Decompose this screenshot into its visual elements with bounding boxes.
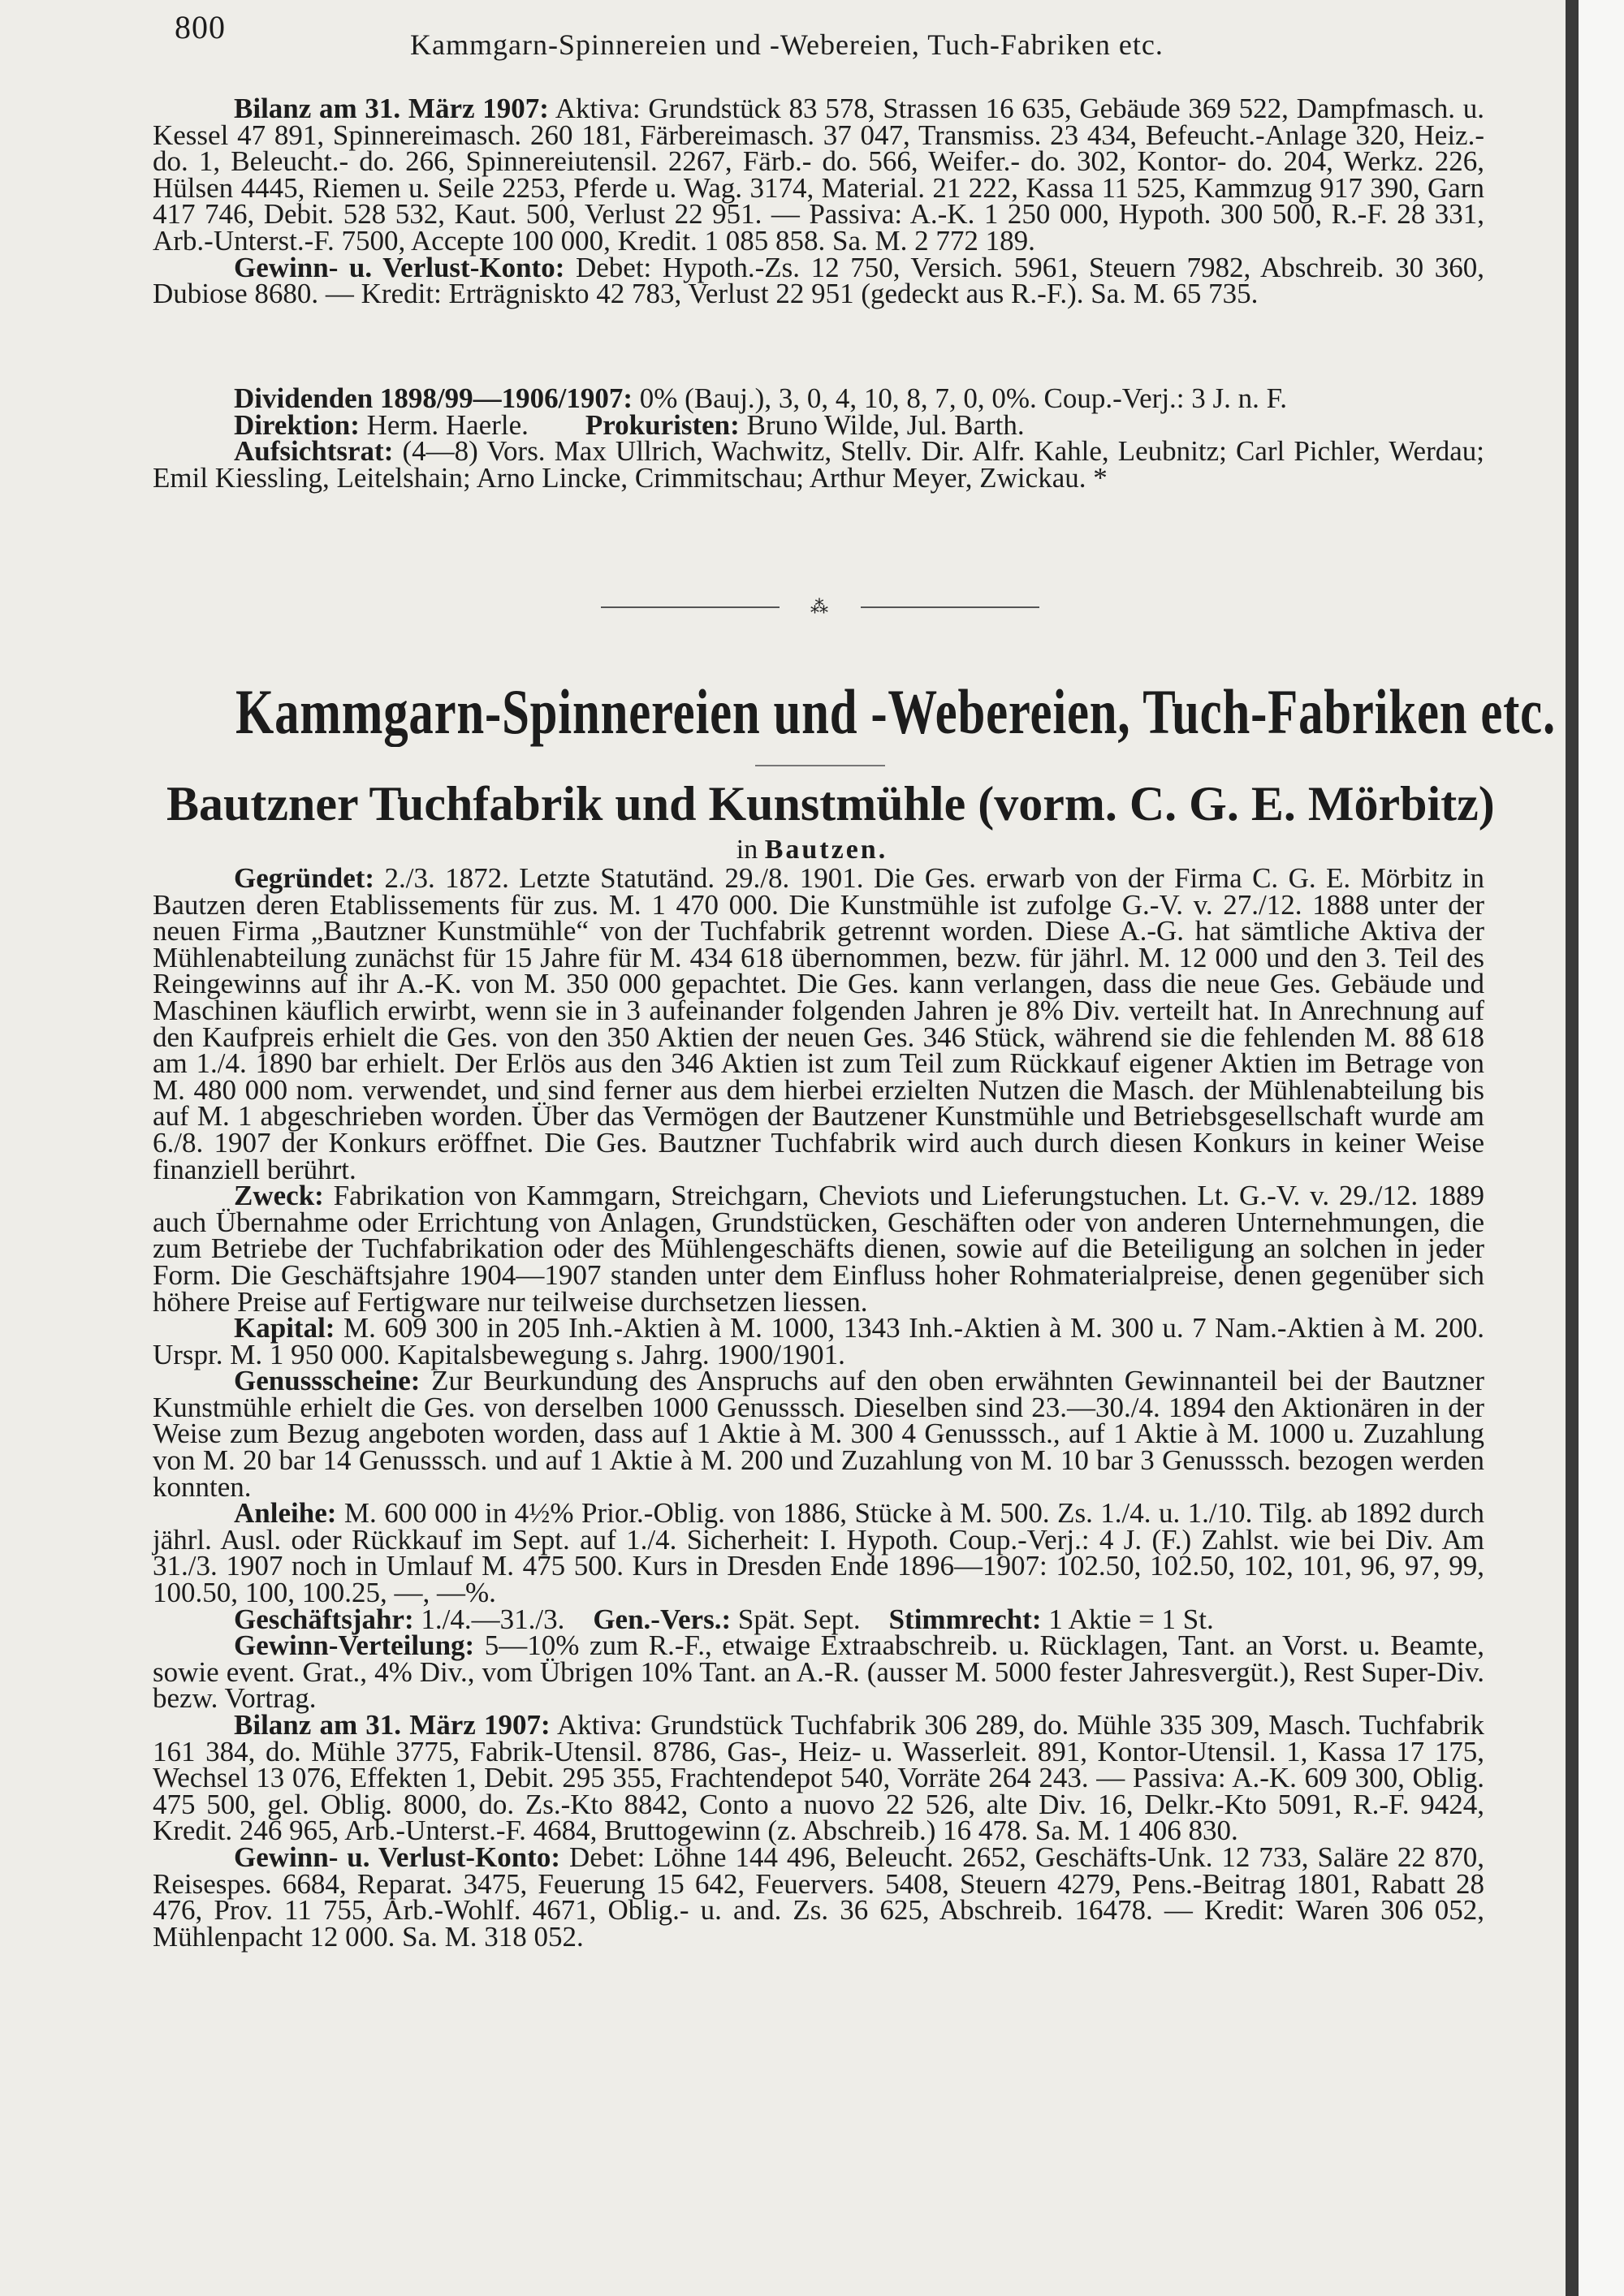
- aufsichtsrat-text: (4—8) Vors. Max Ullrich, Wachwitz, Stellv. Dir. Alfr. Kahle, Leubnitz; Carl Pichler, Werdau; Emil Kiessling, Leitelshain; Arno Lincke, Crimmitschau; Arthur Meyer, Zwickau. *: [153, 435, 1484, 494]
- meeting-text: Spät. Sept.: [737, 1603, 861, 1635]
- profit-distribution-label: Gewinn-Verteilung:: [234, 1629, 475, 1662]
- prokurist-text: Bruno Wilde, Jul. Barth.: [746, 408, 1025, 441]
- dividend-label: Dividenden 1898/99—1906/1907:: [234, 382, 633, 414]
- prokurist-label: Prokuristen:: [585, 408, 740, 441]
- aufsichtsrat-label: Aufsichtsrat:: [234, 435, 394, 468]
- gv-paragraph: [153, 251, 1484, 310]
- dividend-text: 0% (Bauj.), 3, 0, 4, 10, 8, 7, 0, 0%. Coup.-Verj.: 3 J. n. F.: [639, 382, 1288, 414]
- section-title: Kammgarn-Spinnereien und -Webereien, Tuch-Fabriken etc.: [235, 676, 1556, 747]
- balance-label: Bilanz am 31. März 1907:: [234, 1709, 551, 1741]
- profit-distribution-paragraph: [153, 1629, 1484, 1715]
- gv-text: Debet: Hypoth.-Zs. 12 750, Versich. 5961, Steuern 7982, Abschreib. 30 360, Dubiose 8680. — Kredit: Erträgniskto 42 783, Verlust 22 951 (gedeckt aus R.-F.). Sa. M. 65 735.: [153, 251, 1484, 310]
- company-entry: [153, 862, 1485, 1953]
- page-number: 800: [175, 9, 226, 45]
- capital-text: M. 609 300 in 205 Inh.-Aktien à M. 1000, 1343 Inh.-Aktien à M. 300 u. 7 Nam.-Aktien à M. 200. Urspr. M. 1 950 000. Kapitalsbewegung s. Jahrg. 1900/1901.: [153, 1312, 1485, 1370]
- fiscal-label: Geschäftsjahr:: [234, 1603, 414, 1635]
- location-city: Bautzen.: [764, 835, 888, 865]
- bilanz-paragraph: [153, 93, 1484, 257]
- page-header: [175, 8, 1474, 61]
- bilanz-text: Aktiva: Grundstück 83 578, Strassen 16 635, Gebäude 369 522, Dampfmasch. u. Kessel 47 891, Spinnereimasch. 260 181, Färbereimasch. 37 047, Transmiss. 23 434, Befeucht.-Anlage 320, Heiz.- do. 1, Beleucht.- do. 266, Spinnereiutensil. 2267, Färb.- do. 566, Weifer.- do. 302, Kontor- do. 204, Werkz. 226, Hülsen 4445, Riemen u. Seile 2253, Pferde u. Wag. 3174, Material. 21 222, Kassa 11 525, Kammzug 917 390, Garn 417 746, Debit. 528 532, Kaut. 500, Verlust 22 951. — Passiva: A.-K. 1 250 000, Hypoth. 300 500, R.-F. 28 331, Arb.-Unterst.-F. 7500, Accepte 100 000, Kredit. 1 085 858. Sa. M. 2 772 189.: [153, 93, 1484, 257]
- fiscal-text: 1./4.—31./3.: [421, 1603, 565, 1635]
- page-margin: [1579, 0, 1624, 2296]
- section-divider: [601, 599, 1039, 615]
- founded-label: Gegründet:: [234, 862, 375, 894]
- bilanz-label: Bilanz am 31. März 1907:: [234, 93, 549, 124]
- founded-text: 2./3. 1872. Letzte Statutänd. 29./8. 1901. Die Ges. erwarb von der Firma C. G. E. Mörbitz in Bautzen deren Etablissements für zus. M. 1 470 000. Die Kunstmühle ist zufolge G.-V. v. 27./12. 1888 unter der neuen Firma „Bautzner Kunstmühle“ von der Tuchfabrik getrennt worden. Diese A.-G. hat sämtliche Aktiva der Mühlenabteilung zunächst für 15 Jahre für M. 434 618 übernommen, bezw. für jährl. M. 12 000 und den 3. Teil des Reingewinns auf ihr A.-K. von M. 350 000 gepachtet. Die Ges. kann verlangen, dass die neue Ges. Gebäude und Maschinen käuflich erwirbt, wenn sie in 3 aufeinander folgenden Jahren je 8% Div. verteilt hat. In Anrechnung auf den Kaufpreis erhielt die Ges. von den 350 Aktien der neuen Ges. 346 Stück, während sie die fehlenden M. 88 618 am 1./4. 1890 bar erhielt. Der Erlös aus den 346 Aktien ist zum Teil zum Rückkauf eigener Aktien im Betrage von M. 480 000 nom. verwendet, und sind ferner aus dem hierbei erzielten Nutzen die Masch. der Mühlenabteilung bis auf M. 1 abgeschrieben worden. Über das Vermögen der Bautzener Kunstmühle und Betriebsgesellschaft wurde am 6./8. 1907 der Konkurs eröffnet. Die Ges. Bautzner Tuchfabrik wird auch durch diesen Konkurs in keiner Weise finanziell berührt.: [153, 862, 1484, 1185]
- genuss-paragraph: [153, 1365, 1484, 1503]
- balance-paragraph: [153, 1709, 1484, 1847]
- page-edge-shadow: [1566, 0, 1579, 2296]
- balance-text: Aktiva: Grundstück Tuchfabrik 306 289, do. Mühle 335 309, Masch. Tuchfabrik 161 384, do. Mühle 3775, Fabrik-Utensil. 8786, Gas-, Heiz- u. Wasserleit. 891, Kontor-Utensil. 1, Kassa 17 175, Wechsel 13 076, Effekten 1, Debit. 295 355, Frachtendepot 540, Vorräte 264 243. — Passiva: A.-K. 609 300, Oblig. 475 500, gel. Oblig. 8000, do. Zs.-Kto 8842, Conto a nuovo 22 526, alte Div. 16, Delkr.-Kto 5091, R.-F. 9424, Kredit. 246 965, Arb.-Unterst.-F. 4684, Bruttogewinn (z. Abschreib.) 16 478. Sa. M. 1 406 830.: [153, 1709, 1484, 1847]
- gv-label: Gewinn- u. Verlust-Konto:: [234, 251, 565, 283]
- loan-label: Anleihe:: [234, 1497, 337, 1530]
- purpose-label: Zweck:: [234, 1180, 324, 1212]
- voting-text: 1 Aktie = 1 St.: [1048, 1603, 1214, 1635]
- pl-text: Debet: Löhne 144 496, Beleucht. 2652, Geschäfts-Unk. 12 733, Saläre 22 870, Reisespes. 6684, Reparat. 3475, Feuerung 15 642, Feuervers. 5408, Steuern 4279, Pens.-Beitrag 1801, Rabatt 28 476, Prov. 11 755, Arb.-Wohlf. 4671, Oblig.- u. and. Zs. 36 625, Abschreib. 16478. — Kredit: Waren 306 052, Mühlenpacht 12 000. Sa. M. 318 052.: [153, 1841, 1484, 1953]
- divider-line-right: [861, 606, 1039, 608]
- capital-paragraph: [153, 1312, 1485, 1370]
- genuss-label: Genussscheine:: [234, 1365, 421, 1397]
- running-head: Kammgarn-Spinnereien und -Webereien, Tuch-Fabriken etc.: [410, 28, 1164, 61]
- title-rule: [755, 765, 885, 766]
- divider-ornament: ⁂: [810, 597, 830, 617]
- purpose-text: Fabrikation von Kammgarn, Streichgarn, Cheviots und Lieferungstuchen. Lt. G.-V. v. 29./12. 1889 auch Übernahme oder Errichtung von Anlagen, Grundstücken, Geschäften oder von anderen Unternehmungen, die zum Betriebe der Tuchfabrikation oder des Mühlengeschäfts dienen, sowie auf die Beteiligung an solchen in jeder Form. Die Geschäftsjahre 1904—1907 standen unter dem Einfluss hoher Rohmaterialpreise, denen gegenüber sich höhere Preise auf Fertigware nur teilweise durchsetzen liessen.: [153, 1180, 1484, 1318]
- direction-label: Direktion:: [234, 408, 360, 441]
- meeting-label: Gen.-Vers.:: [593, 1603, 732, 1635]
- divider-line-left: [601, 606, 780, 608]
- previous-entry-balance: [153, 93, 1484, 310]
- previous-entry-details: [153, 382, 1484, 494]
- aufsichtsrat-line: [153, 435, 1484, 494]
- company-location: [0, 835, 1624, 865]
- pl-paragraph: [153, 1841, 1484, 1953]
- location-prefix: in: [736, 835, 758, 865]
- voting-label: Stimmrecht:: [888, 1603, 1042, 1635]
- loan-paragraph: [153, 1497, 1485, 1609]
- loan-text: M. 600 000 in 4½% Prior.-Oblig. von 1886, Stücke à M. 500. Zs. 1./4. u. 1./10. Tilg. ab 1892 durch jährl. Ausl. oder Rückkauf im Sept. auf 1./4. Sicherheit: I. Hypoth. Coup.-Verj.: 4 J. (F.) Zahlst. wie bei Div. Am 31./3. 1907 noch in Umlauf M. 475 500. Kurs in Dresden Ende 1896—1907: 102.50, 102.50, 102, 101, 96, 97, 99, 100.50, 100, 100.25, —, —%.: [153, 1497, 1485, 1609]
- capital-label: Kapital:: [234, 1312, 335, 1344]
- purpose-paragraph: [153, 1180, 1484, 1318]
- genuss-text: Zur Beurkundung des Anspruchs auf den oben erwähnten Gewinnanteil bei der Bautzner Kunstmühle erhielt die Ges. von derselben 1000 Genusssch. Dieselben sind 23.—30./4. 1894 den Aktionären in der Weise zum Bezug angeboten worden, dass auf 1 Aktie à M. 300 4 Genusssch., auf 1 Aktie à M. 1000 u. Zuzahlung von M. 20 bar 14 Genusssch. und auf 1 Aktie à M. 200 und Zuzahlung von M. 10 bar 3 Genusssch. bezogen werden konnten.: [153, 1365, 1484, 1503]
- profit-distribution-text: 5—10% zum R.-F., etwaige Extraabschreib. u. Rücklagen, Tant. an Vorst. u. Beamte, sowie event. Grat., 4% Div., vom Übrigen 10% Tant. an A.-R. (ausser M. 5000 fester Jahresvergüt.), Rest Super-Div. bezw. Vortrag.: [153, 1629, 1484, 1715]
- company-name: Bautzner Tuchfabrik und Kunstmühle (vorm. C. G. E. Mörbitz): [166, 777, 1495, 831]
- pl-label: Gewinn- u. Verlust-Konto:: [234, 1841, 561, 1873]
- founded-paragraph: [153, 862, 1484, 1185]
- direction-text: Herm. Haerle.: [366, 408, 529, 441]
